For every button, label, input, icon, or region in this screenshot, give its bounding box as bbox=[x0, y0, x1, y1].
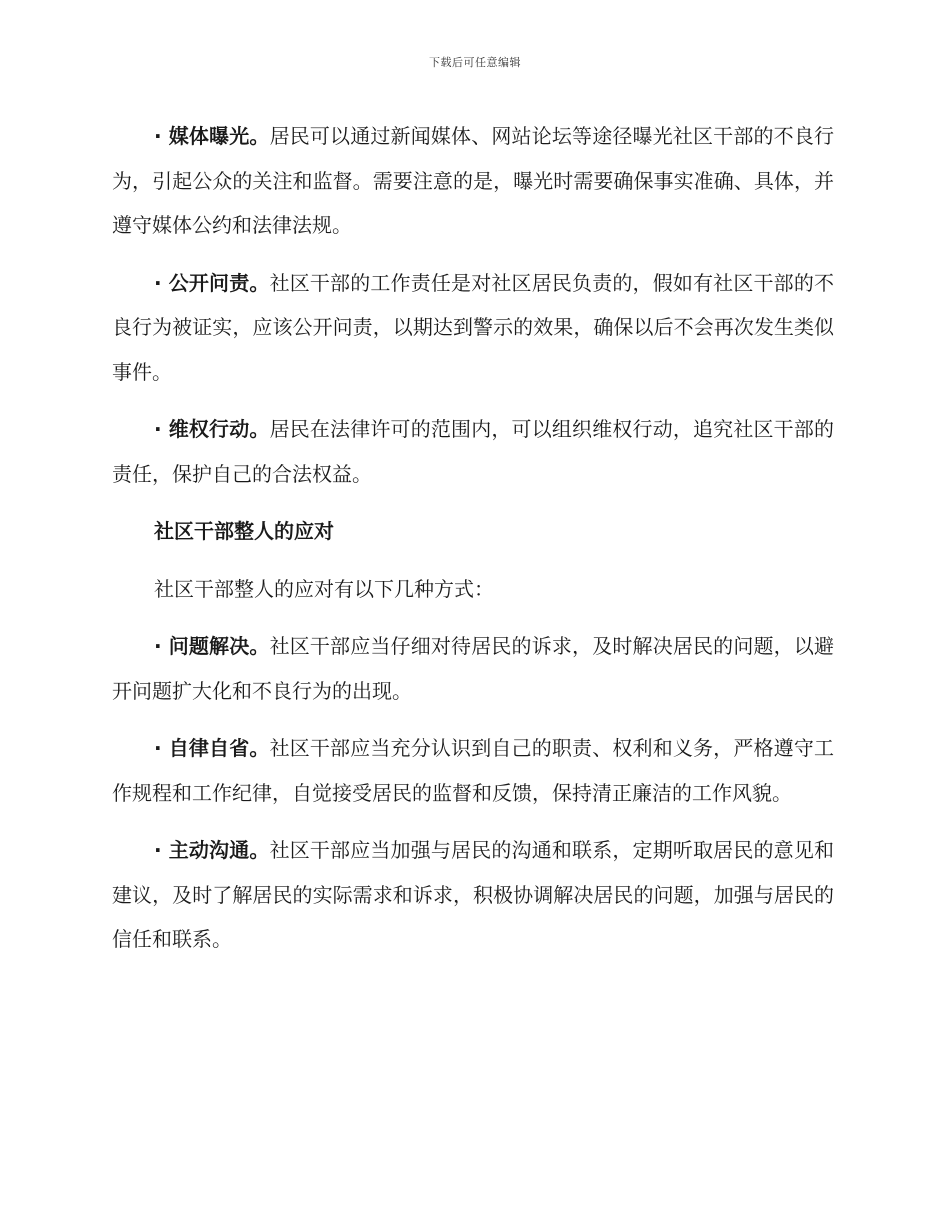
measure-self-discipline bbox=[112, 726, 834, 815]
document-body bbox=[112, 114, 834, 975]
paragraph-lead: · 维权行动。 bbox=[154, 417, 270, 441]
measure-lead: · 主动沟通。 bbox=[154, 838, 270, 862]
paragraph-text: 居民在法律许可的范围内，可以组织维权行动，追究社区干部的责任，保护自己的合法权益。 bbox=[112, 417, 835, 486]
measure-lead: · 问题解决。 bbox=[154, 634, 270, 658]
paragraph-public-accountability bbox=[112, 261, 834, 395]
header-note: 下载后可任意编辑 bbox=[429, 56, 521, 69]
measure-lead: · 自律自省。 bbox=[154, 736, 270, 760]
paragraph-rights-action bbox=[112, 407, 834, 496]
paragraph-media-exposure bbox=[112, 114, 834, 248]
measure-problem-solving bbox=[112, 624, 834, 713]
paragraph-lead: · 媒体曝光。 bbox=[154, 124, 270, 148]
paragraph-text: 居民可以通过新闻媒体、网站论坛等途径曝光社区干部的不良行为，引起公众的关注和监督。需要注意的是，曝光时需要确保事实准确、具体，并遵守媒体公约和法律法规。 bbox=[112, 124, 835, 237]
measure-text: 社区干部应当加强与居民的沟通和联系，定期听取居民的意见和建议，及时了解居民的实际需求和诉求，积极协调解决居民的问题，加强与居民的信任和联系。 bbox=[112, 838, 835, 951]
section-heading: 社区干部整人的应对 bbox=[154, 519, 334, 543]
measure-text: 社区干部应当仔细对待居民的诉求，及时解决居民的问题，以避开问题扩大化和不良行为的出现。 bbox=[112, 634, 835, 703]
measure-text: 社区干部应当充分认识到自己的职责、权利和义务，严格遵守工作规程和工作纪律，自觉接受居民的监督和反馈，保持清正廉洁的工作风貌。 bbox=[112, 736, 835, 805]
measure-active-communication bbox=[112, 828, 834, 962]
paragraph-lead: · 公开问责。 bbox=[154, 270, 270, 295]
section-intro: 社区干部整人的应对有以下几种方式： bbox=[154, 576, 494, 601]
paragraph-text: 社区干部的工作责任是对社区居民负责的，假如有社区干部的不良行为被证实，应该公开问责，以期达到警示的效果，确保以后不会再次发生类似事件。 bbox=[112, 270, 835, 384]
